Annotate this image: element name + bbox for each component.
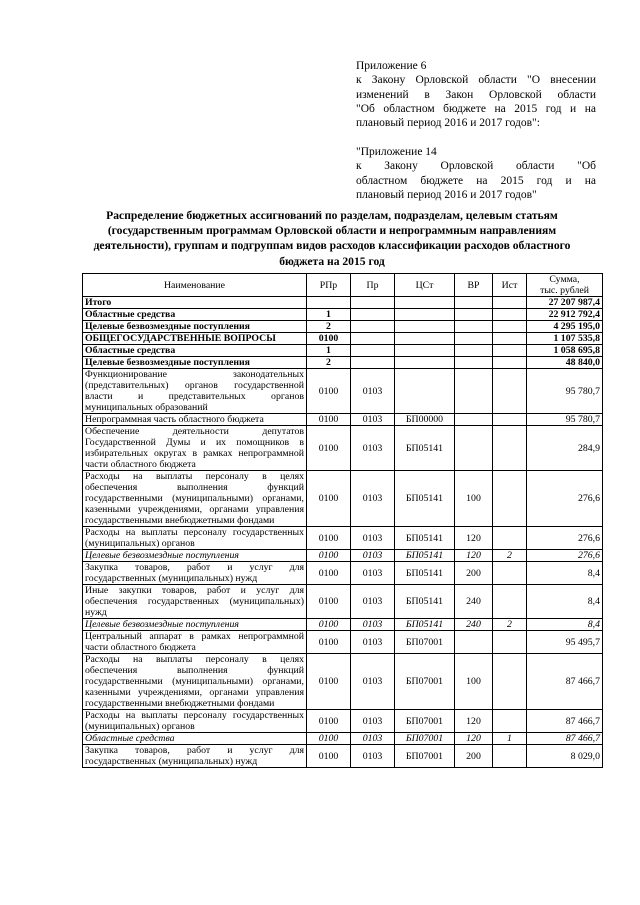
cell-cst: БП05141 [395, 619, 455, 631]
cell-pr: 0103 [351, 733, 395, 745]
cell-vr: 120 [455, 550, 493, 562]
cell-sum: 48 840,0 [527, 357, 603, 369]
cell-cst: БП05141 [395, 585, 455, 619]
cell-pr: 0103 [351, 745, 395, 768]
table-row [83, 550, 603, 562]
appendix-14-line: плановый период 2016 и 2017 годов" [356, 188, 537, 201]
header-cst: ЦСт [395, 274, 455, 297]
header-vr: ВР [455, 274, 493, 297]
cell-pr: 0103 [351, 414, 395, 426]
cell-ist [493, 631, 527, 654]
cell-sum: 27 207 987,4 [527, 297, 603, 309]
cell-name: Целевые безвозмездные поступления [83, 550, 307, 562]
cell-sum: 95 780,7 [527, 369, 603, 414]
cell-pr: 0103 [351, 710, 395, 733]
cell-pr: 0103 [351, 631, 395, 654]
cell-ist [493, 471, 527, 527]
cell-sum: 276,6 [527, 550, 603, 562]
cell-rpr: 0100 [307, 585, 351, 619]
cell-sum: 8 029,0 [527, 745, 603, 768]
cell-pr [351, 333, 395, 345]
cell-rpr: 0100 [307, 426, 351, 471]
cell-cst: БП05141 [395, 527, 455, 550]
cell-rpr: 0100 [307, 527, 351, 550]
cell-cst: БП05141 [395, 426, 455, 471]
cell-ist [493, 369, 527, 414]
cell-name: Областные средства [83, 345, 307, 357]
cell-cst [395, 345, 455, 357]
cell-vr [455, 426, 493, 471]
cell-name: Целевые безвозмездные поступления [83, 357, 307, 369]
cell-ist [493, 297, 527, 309]
cell-name: Итого [83, 297, 307, 309]
cell-rpr: 1 [307, 345, 351, 357]
cell-name: Областные средства [83, 309, 307, 321]
cell-pr [351, 297, 395, 309]
table-row [83, 357, 603, 369]
appendix-6-header [356, 59, 596, 130]
cell-sum: 95 780,7 [527, 414, 603, 426]
cell-sum: 87 466,7 [527, 654, 603, 710]
cell-name: Расходы на выплаты персоналу государственных (муниципальных) органов [83, 710, 307, 733]
table-row [83, 321, 603, 333]
cell-vr [455, 333, 493, 345]
budget-table [82, 273, 603, 768]
cell-sum: 8,4 [527, 562, 603, 585]
cell-sum: 95 495,7 [527, 631, 603, 654]
cell-ist [493, 585, 527, 619]
cell-sum: 8,4 [527, 585, 603, 619]
cell-pr: 0103 [351, 619, 395, 631]
cell-cst: БП07001 [395, 745, 455, 768]
table-row [83, 333, 603, 345]
cell-cst [395, 321, 455, 333]
table-row [83, 309, 603, 321]
table-row [83, 585, 603, 619]
cell-vr: 100 [455, 471, 493, 527]
table-row [83, 631, 603, 654]
cell-vr [455, 357, 493, 369]
appendix-14-header [356, 145, 596, 202]
cell-sum: 87 466,7 [527, 710, 603, 733]
cell-ist: 1 [493, 733, 527, 745]
cell-cst [395, 357, 455, 369]
cell-rpr: 0100 [307, 619, 351, 631]
cell-pr: 0103 [351, 369, 395, 414]
appendix-6-line: Приложение 6 [356, 60, 427, 72]
cell-rpr: 0100 [307, 710, 351, 733]
cell-vr [455, 297, 493, 309]
cell-ist [493, 426, 527, 471]
appendix-6-line: "Об областном бюджете на 2015 год и на [356, 102, 596, 115]
table-row [83, 654, 603, 710]
cell-rpr [307, 297, 351, 309]
appendix-6-line: изменений в Закон Орловской области [356, 88, 596, 101]
cell-cst: БП07001 [395, 733, 455, 745]
cell-sum: 276,6 [527, 527, 603, 550]
cell-rpr: 0100 [307, 631, 351, 654]
table-row [83, 619, 603, 631]
appendix-14-line: "Приложение 14 [356, 146, 437, 158]
appendix-14-line: к Закону Орловской области "Об [356, 160, 596, 173]
header-rpr: РПр [307, 274, 351, 297]
table-row [83, 745, 603, 768]
cell-name: Центральный аппарат в рамках непрограммной части областного бюджета [83, 631, 307, 654]
cell-name: Целевые безвозмездные поступления [83, 321, 307, 333]
header-pr: Пр [351, 274, 395, 297]
cell-vr: 240 [455, 585, 493, 619]
cell-sum: 276,6 [527, 471, 603, 527]
cell-rpr: 0100 [307, 654, 351, 710]
table-header-row [83, 274, 603, 297]
cell-ist [493, 654, 527, 710]
cell-pr [351, 345, 395, 357]
table-row [83, 345, 603, 357]
cell-ist [493, 745, 527, 768]
cell-vr [455, 309, 493, 321]
cell-ist [493, 414, 527, 426]
cell-ist: 2 [493, 550, 527, 562]
cell-sum: 1 058 695,8 [527, 345, 603, 357]
table-row [83, 369, 603, 414]
cell-cst [395, 333, 455, 345]
cell-rpr: 0100 [307, 414, 351, 426]
cell-cst: БП00000 [395, 414, 455, 426]
cell-sum: 1 107 535,8 [527, 333, 603, 345]
cell-name: Целевые безвозмездные поступления [83, 619, 307, 631]
cell-vr: 200 [455, 745, 493, 768]
cell-rpr: 0100 [307, 471, 351, 527]
cell-vr: 120 [455, 733, 493, 745]
cell-cst: БП07001 [395, 654, 455, 710]
header-sum [527, 274, 603, 297]
cell-ist [493, 710, 527, 733]
cell-cst: БП05141 [395, 562, 455, 585]
cell-rpr: 0100 [307, 745, 351, 768]
cell-rpr: 1 [307, 309, 351, 321]
cell-name: Функционирование законодательных (представительных) органов государственной власти и представительных органов муниципальных образований [83, 369, 307, 414]
cell-pr [351, 321, 395, 333]
cell-ist [493, 357, 527, 369]
cell-ist [493, 333, 527, 345]
cell-cst: БП07001 [395, 631, 455, 654]
cell-pr: 0103 [351, 654, 395, 710]
cell-vr [455, 345, 493, 357]
cell-vr [455, 369, 493, 414]
cell-pr [351, 309, 395, 321]
cell-rpr: 0100 [307, 369, 351, 414]
table-row [83, 414, 603, 426]
table-row [83, 471, 603, 527]
cell-name: Обеспечение деятельности депутатов Государственной Думы и их помощников в избирательных округах в рамках непрограммной части областного бюджета [83, 426, 307, 471]
table-row [83, 562, 603, 585]
cell-pr: 0103 [351, 550, 395, 562]
cell-vr [455, 321, 493, 333]
table-row [83, 527, 603, 550]
cell-ist [493, 321, 527, 333]
cell-vr: 100 [455, 654, 493, 710]
cell-name: Иные закупки товаров, работ и услуг для обеспечения государственных (муниципальных) нужд [83, 585, 307, 619]
header-ist: Ист [493, 274, 527, 297]
cell-sum: 87 466,7 [527, 733, 603, 745]
cell-ist: 2 [493, 619, 527, 631]
cell-name: Расходы на выплаты персоналу государственных (муниципальных) органов [83, 527, 307, 550]
cell-vr: 120 [455, 710, 493, 733]
cell-pr: 0103 [351, 527, 395, 550]
document-title: Распределение бюджетных ассигнований по разделам, подразделам, целевым статьям (государственным программам Орловской области и непрограммным направлениям деятельности), группам и подгруппам видов расходов классификации расходов областного бюджета на 2015 год [93, 209, 571, 268]
cell-name: Расходы на выплаты персоналу в целях обеспечения выполнения функций государственными (муниципальными) органами, казенными учреждениями, органами управления государственными внебюджетными фондами [83, 471, 307, 527]
cell-name: Областные средства [83, 733, 307, 745]
cell-pr [351, 357, 395, 369]
cell-pr: 0103 [351, 585, 395, 619]
cell-cst [395, 309, 455, 321]
cell-ist [493, 345, 527, 357]
cell-pr: 0103 [351, 426, 395, 471]
header-sum-line1: Сумма, [549, 274, 580, 285]
table-row [83, 426, 603, 471]
cell-cst [395, 297, 455, 309]
cell-name: Закупка товаров, работ и услуг для государственных (муниципальных) нужд [83, 562, 307, 585]
table-row [83, 710, 603, 733]
cell-rpr: 0100 [307, 550, 351, 562]
cell-rpr: 0100 [307, 733, 351, 745]
appendix-6-line: к Закону Орловской области "О внесении [356, 74, 596, 87]
cell-ist [493, 562, 527, 585]
cell-rpr: 0100 [307, 562, 351, 585]
cell-name: ОБЩЕГОСУДАРСТВЕННЫЕ ВОПРОСЫ [83, 333, 307, 345]
cell-vr: 240 [455, 619, 493, 631]
table-row [83, 733, 603, 745]
cell-rpr: 2 [307, 357, 351, 369]
cell-rpr: 0100 [307, 333, 351, 345]
cell-sum: 22 912 792,4 [527, 309, 603, 321]
cell-pr: 0103 [351, 471, 395, 527]
cell-vr [455, 414, 493, 426]
cell-pr: 0103 [351, 562, 395, 585]
cell-vr: 200 [455, 562, 493, 585]
appendix-14-line: областном бюджете на 2015 год и на [356, 174, 596, 187]
cell-ist [493, 527, 527, 550]
cell-name: Расходы на выплаты персоналу в целях обеспечения выполнения функций государственными (муниципальными) органами, казенными учреждениями, органами управления государственными внебюджетными фондами [83, 654, 307, 710]
cell-rpr: 2 [307, 321, 351, 333]
table-row [83, 297, 603, 309]
cell-name: Непрограммная часть областного бюджета [83, 414, 307, 426]
appendix-6-line: плановый период 2016 и 2017 годов": [356, 117, 540, 130]
cell-sum: 284,9 [527, 426, 603, 471]
cell-sum: 4 295 195,0 [527, 321, 603, 333]
header-name: Наименование [83, 274, 307, 297]
cell-cst: БП05141 [395, 550, 455, 562]
cell-cst: БП05141 [395, 471, 455, 527]
cell-vr: 120 [455, 527, 493, 550]
cell-name: Закупка товаров, работ и услуг для государственных (муниципальных) нужд [83, 745, 307, 768]
cell-cst: БП07001 [395, 710, 455, 733]
cell-cst [395, 369, 455, 414]
cell-vr [455, 631, 493, 654]
cell-sum: 8,4 [527, 619, 603, 631]
cell-ist [493, 309, 527, 321]
header-sum-line2: тыс. рублей [540, 285, 589, 296]
